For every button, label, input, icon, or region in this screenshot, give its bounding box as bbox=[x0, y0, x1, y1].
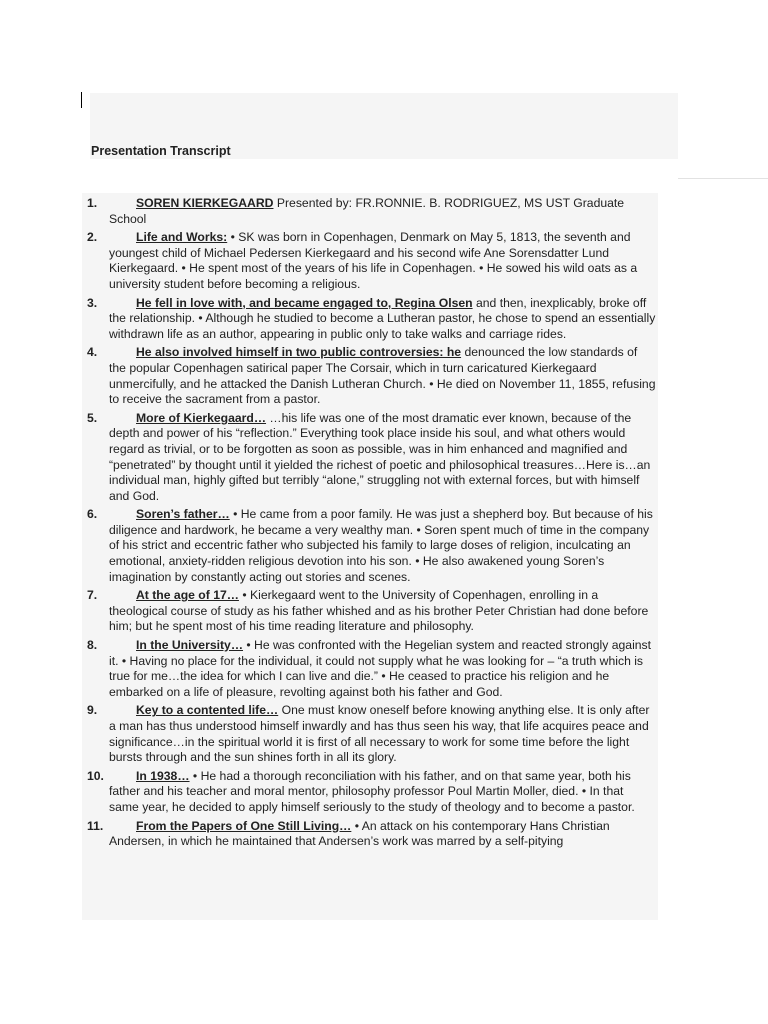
text-cursor bbox=[81, 92, 82, 108]
transcript-list bbox=[82, 196, 658, 853]
list-item bbox=[82, 230, 658, 292]
item-number: 11. bbox=[87, 818, 104, 833]
item-text: One must know oneself before knowing anything else. It is only after a man has thus understood himself inwardly and has thus seen his way, that life acquires peace and significance…in the spiritual world it is first of all necessary to work for some time before the light bursts through and the sun shines forth in all its glory. bbox=[109, 703, 650, 765]
item-number: 6. bbox=[87, 507, 98, 522]
item-text: • He came from a poor family. He was just a shepherd boy. But because of his diligence and hardwork, he became a very wealthy man. • Soren spent much of time in the company of his strict and eccentric father who subjected his family to large doses of religion, inculcating an emotional, anxiety-ridden religious devotion into his son. • He also awakened young Soren’s imagination by constantly acting out stories and scenes. bbox=[109, 507, 653, 584]
list-item bbox=[82, 819, 658, 850]
item-number: 3. bbox=[87, 295, 98, 310]
item-heading: SOREN KIERKEGAARD bbox=[136, 196, 274, 210]
list-item bbox=[82, 703, 658, 765]
item-text: • He was confronted with the Hegelian system and reacted strongly against it. • Having no place for the individual, it could not supply what he was looking for – “a truth which is true for me…the idea for which I can live and die.” • He ceased to practice his religion and he embarked on a life of pleasure, revolting against both his father and God. bbox=[109, 638, 652, 699]
list-item bbox=[82, 769, 658, 816]
list-item bbox=[82, 196, 658, 227]
item-text: denounced the low standards of the popular Copenhagen satirical paper The Corsair, which in turn caricatured Kierkegaard unmercifully, and he attacked the Danish Lutheran Church. • He died on November 11, 1855, refusing to receive the sacrament from a pastor. bbox=[109, 345, 656, 407]
item-heading: Key to a contented life… bbox=[136, 703, 279, 718]
item-number: 10. bbox=[87, 768, 104, 783]
item-heading: More of Kierkegaard… bbox=[136, 410, 267, 425]
item-heading: At the age of 17… bbox=[136, 588, 239, 603]
item-heading: In the University… bbox=[136, 638, 244, 653]
list-item bbox=[82, 588, 658, 635]
list-item bbox=[82, 638, 658, 700]
item-text: • SK was born in Copenhagen, Denmark on May 5, 1813, the seventh and youngest child of Michael Pedersen Kierkegaard and his second wife Ane Sorensdatter Lund Kierkegaard. • He spent most of the years of his life in Copenhagen. • He sowed his wild oats as a university student before becoming a religious. bbox=[109, 230, 638, 291]
item-text: and then, inexplicably, broke off the relationship. • Although he studied to become a Lutheran pastor, he chose to spend an essentially withdrawn life as an author, appearing in public only to take walks and carriage rides. bbox=[109, 295, 656, 341]
item-number: 7. bbox=[87, 588, 98, 603]
item-number: 5. bbox=[87, 410, 98, 425]
item-heading: Life and Works: bbox=[136, 230, 228, 245]
item-text: • Kierkegaard went to the University of Copenhagen, enrolling in a theological course of study as his father whished and as his brother Peter Christian had done before him; but he spent most of his time reading literature and philosophy. bbox=[109, 588, 649, 634]
item-number: 1. bbox=[87, 196, 98, 210]
divider bbox=[678, 178, 768, 179]
item-text: • He had a thorough reconciliation with his father, and on that same year, both his father and his teacher and moral mentor, philosophy professor Poul Martin Moller, died. • In that same year, he decided to apply himself seriously to the study of theology and to become a pastor. bbox=[109, 768, 635, 814]
item-number: 4. bbox=[87, 345, 98, 360]
item-number: 2. bbox=[87, 230, 98, 245]
item-heading: Soren’s father… bbox=[136, 507, 230, 522]
item-heading: He fell in love with, and became engaged to, Regina Olsen bbox=[136, 295, 473, 310]
list-item bbox=[82, 345, 658, 407]
transcript-body bbox=[82, 193, 658, 920]
page-title: Presentation Transcript bbox=[91, 144, 231, 158]
item-heading: From the Papers of One Still Living… bbox=[136, 818, 352, 833]
item-text: Presented by: FR.RONNIE. B. RODRIGUEZ, MS UST Graduate School bbox=[109, 196, 625, 226]
item-text: • An attack on his contemporary Hans Christian Andersen, in which he maintained that Andersen’s work was marred by a self-pitying bbox=[109, 818, 610, 849]
item-heading: He also involved himself in two public controversies: he bbox=[136, 345, 462, 360]
item-number: 9. bbox=[87, 703, 98, 718]
list-item bbox=[82, 507, 658, 585]
list-item bbox=[82, 296, 658, 343]
list-item bbox=[82, 411, 658, 505]
item-text: …his life was one of the most dramatic ever known, because of the depth and power of his “reflection.” Everything took place inside his soul, and what others would regard as trivial, or to be forgotten as soon as possible, was in him enhanced and magnified and “penetrated” by thought until it yielded the richest of poetic and philosophical treasures…Here is…an individual man, highly gifted but terribly “alone,” struggling not with external forces, but with himself and God. bbox=[109, 410, 651, 503]
item-number: 8. bbox=[87, 638, 98, 653]
item-heading: In 1938… bbox=[136, 768, 190, 783]
